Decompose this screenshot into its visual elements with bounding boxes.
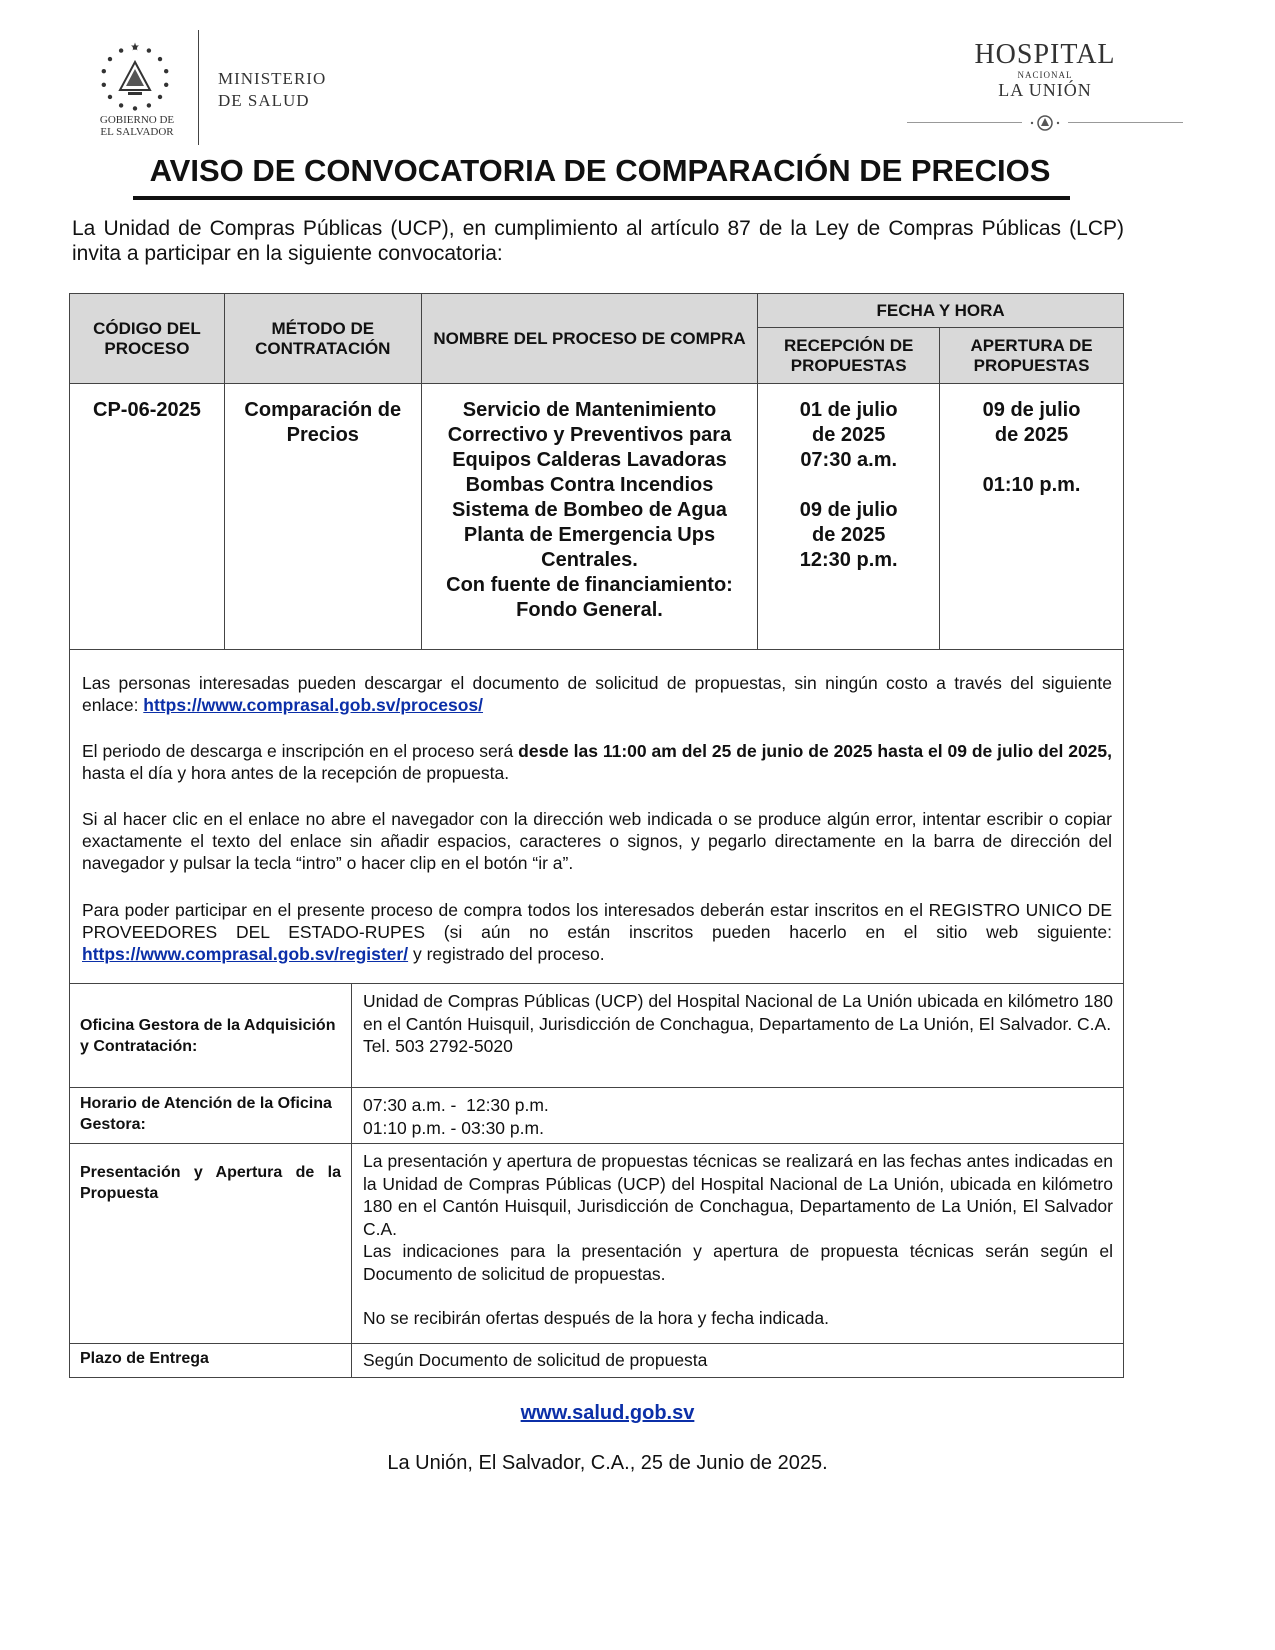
value-presentacion-line-2: Las indicaciones para la presentación y apertura de propuesta técnicas serán según el Documento de solicitud de propuestas. xyxy=(363,1241,1113,1284)
seal-star xyxy=(164,69,168,73)
nombre-line: Sistema de Bombeo de Agua xyxy=(452,499,727,521)
hospital-rule-right xyxy=(1068,122,1183,123)
value-horario xyxy=(352,1088,1124,1144)
info-box xyxy=(69,650,1124,984)
seal-star xyxy=(158,57,162,61)
details-row-oficina xyxy=(70,984,1124,1088)
gov-line-2: EL SALVADOR xyxy=(100,126,174,138)
nombre-line: Centrales. xyxy=(541,549,638,571)
recepcion-line xyxy=(764,473,933,498)
seal-star xyxy=(102,69,106,73)
info-paragraph-register xyxy=(82,899,1112,965)
details-row-horario xyxy=(70,1088,1124,1144)
apertura-line xyxy=(946,448,1117,473)
value-presentacion-line-1: La presentación y apertura de propuestas técnicas se realizará en las fechas antes indicadas en la Unidad de Compras Públicas (UCP) del Hospital Nacional de La Unión, ubicada en kilómetro 180 en el Cantón Huisquil, Jurisdicción de Conchagua, Departamento de La Unión, El Salvador C.A. xyxy=(363,1151,1113,1239)
cell-metodo: Comparación de Precios xyxy=(224,384,421,650)
value-oficina-line-2: Tel. 503 2792-5020 xyxy=(363,1036,513,1056)
nombre-line: Correctivo y Preventivos para xyxy=(447,424,732,446)
header-fecha-hora: FECHA Y HORA xyxy=(758,294,1124,328)
info-p1-text: Las personas interesadas pueden descargar el documento de solicitud de propuestas, sin ningún costo a través del siguiente enlace: xyxy=(82,673,1112,715)
label-plazo: Plazo de Entrega xyxy=(70,1344,352,1378)
procesos-link[interactable]: https://www.comprasal.gob.sv/procesos/ xyxy=(143,695,484,715)
seal-star xyxy=(164,83,168,87)
cell-recepcion xyxy=(758,384,940,650)
recepcion-line: de 2025 xyxy=(811,424,886,446)
value-plazo: Según Documento de solicitud de propuesta xyxy=(352,1344,1124,1378)
ministry-line-1: MINISTERIO xyxy=(218,69,327,88)
info-p2-text-b: hasta el día y hora antes de la recepción de propuesta. xyxy=(82,763,510,783)
seal-star xyxy=(108,95,112,99)
hospital-rule-left xyxy=(907,122,1022,123)
apertura-line: 09 de julio xyxy=(982,399,1081,421)
hospital-logo xyxy=(895,40,1195,140)
header-apertura: APERTURA DE PROPUESTAS xyxy=(940,328,1124,384)
seal-star xyxy=(147,103,151,107)
seal-star xyxy=(133,106,137,110)
info-p2-text-a: El periodo de descarga e inscripción en el proceso será xyxy=(82,741,519,761)
footer-place-date: La Unión, El Salvador, C.A., 25 de Junio de 2025. xyxy=(387,1452,828,1474)
title-underline xyxy=(133,196,1070,200)
info-p4-text-a: Para poder participar en el presente proceso de compra todos los interesados deberán estar inscritos en el REGISTRO UNICO DE PROVEEDORES DEL ESTADO-RUPES (si aún no están inscritos pueden hacerlo en el sitio web siguiente: xyxy=(82,900,1112,942)
details-row-presentacion xyxy=(70,1144,1124,1344)
gov-line-1: GOBIERNO DE xyxy=(99,114,175,126)
value-horario-line-1: 07:30 a.m. - 12:30 p.m. xyxy=(363,1095,549,1115)
nombre-line: Bombas Contra Incendios xyxy=(465,474,714,496)
seal-star xyxy=(147,48,151,52)
recepcion-line: 09 de julio xyxy=(799,499,898,521)
details-table xyxy=(69,983,1124,1378)
details-row-plazo xyxy=(70,1344,1124,1378)
cell-nombre xyxy=(421,384,758,650)
value-oficina-line-1: Unidad de Compras Públicas (UCP) del Hospital Nacional de La Unión ubicada en kilómetro 180 en el Cantón Huisquil, Jurisdicción de Conchagua, Departamento de La Unión, El Salvador. C.A. xyxy=(363,991,1113,1034)
apertura-line: de 2025 xyxy=(994,424,1069,446)
page-title: AVISO DE CONVOCATORIA DE COMPARACIÓN DE PRECIOS xyxy=(149,153,1051,188)
label-horario: Horario de Atención de la Oficina Gestora: xyxy=(70,1088,352,1144)
header-recepcion: RECEPCIÓN DE PROPUESTAS xyxy=(758,328,940,384)
header-metodo: MÉTODO DE CONTRATACIÓN xyxy=(224,294,421,384)
seal-star xyxy=(158,95,162,99)
cell-codigo: CP-06-2025 xyxy=(70,384,225,650)
value-oficina xyxy=(352,984,1124,1088)
process-table xyxy=(69,293,1124,650)
cell-apertura xyxy=(940,384,1124,650)
header-divider xyxy=(198,30,199,145)
seal-star xyxy=(102,83,106,87)
nombre-line: Equipos Calderas Lavadoras xyxy=(452,449,727,471)
label-presentacion: Presentación y Apertura de la Propuesta xyxy=(70,1144,352,1344)
label-oficina: Oficina Gestora de la Adquisición y Contratación: xyxy=(70,984,352,1088)
register-link[interactable]: https://www.comprasal.gob.sv/register/ xyxy=(82,944,409,964)
footer-website xyxy=(0,1402,1215,1425)
value-presentacion xyxy=(352,1144,1124,1344)
value-horario-line-2: 01:10 p.m. - 03:30 p.m. xyxy=(363,1117,544,1138)
seal-star xyxy=(108,57,112,61)
info-paragraph-help: Si al hacer clic en el enlace no abre el navegador con la dirección web indicada o se produce algún error, intentar escribir o copiar exactamente el texto del enlace sin añadir espacios, caracteres o signos, y pegarlo directamente en la barra de dirección del navegador y pulsar la tecla “intro” o hacer clip en el botón “ir a”. xyxy=(82,809,1112,873)
seal-star xyxy=(119,103,123,107)
intro-paragraph: La Unidad de Compras Públicas (UCP), en cumplimiento al artículo 87 de la Ley de Compras Públicas (LCP) invita a participar en la siguiente convocatoria: xyxy=(72,217,1124,265)
header-codigo: CÓDIGO DEL PROCESO xyxy=(70,294,225,384)
hospital-line-3: LA UNIÓN xyxy=(998,80,1092,100)
value-presentacion-line-4: No se recibirán ofertas después de la hora y fecha indicada. xyxy=(363,1308,829,1328)
info-p2-bold: desde las 11:00 am del 25 de junio de 2025 hasta el 09 de julio del 2025, xyxy=(518,741,1113,761)
recepcion-line: 12:30 p.m. xyxy=(799,549,898,571)
apertura-line: 01:10 p.m. xyxy=(982,474,1081,496)
nombre-line: Planta de Emergencia Ups xyxy=(463,524,716,546)
website-link[interactable]: www.salud.gob.sv xyxy=(520,1402,695,1424)
header-left xyxy=(82,30,382,145)
nombre-line: Servicio de Mantenimiento xyxy=(462,399,717,421)
recepcion-line: 01 de julio xyxy=(799,399,898,421)
ministry-line-2: DE SALUD xyxy=(218,91,310,110)
government-label xyxy=(82,114,192,138)
el-salvador-seal-icon xyxy=(90,40,180,120)
hospital-line-2: NACIONAL xyxy=(1017,70,1073,80)
nombre-line: Fondo General. xyxy=(516,599,663,621)
info-paragraph-period xyxy=(82,740,1112,784)
recepcion-line: 07:30 a.m. xyxy=(800,449,898,471)
header-nombre: NOMBRE DEL PROCESO DE COMPRA xyxy=(421,294,758,384)
info-paragraph-download xyxy=(82,672,1112,716)
nombre-line: Con fuente de financiamiento: xyxy=(446,574,733,596)
recepcion-line: de 2025 xyxy=(811,524,886,546)
seal-star xyxy=(133,45,137,49)
hospital-emblem-icon xyxy=(1027,114,1063,132)
ministry-label xyxy=(218,68,326,112)
seal-star xyxy=(119,48,123,52)
info-p4-text-b: y registrado del proceso. xyxy=(408,944,605,964)
hospital-line-1: HOSPITAL xyxy=(974,39,1116,70)
value-presentacion-spacer xyxy=(363,1285,1113,1307)
